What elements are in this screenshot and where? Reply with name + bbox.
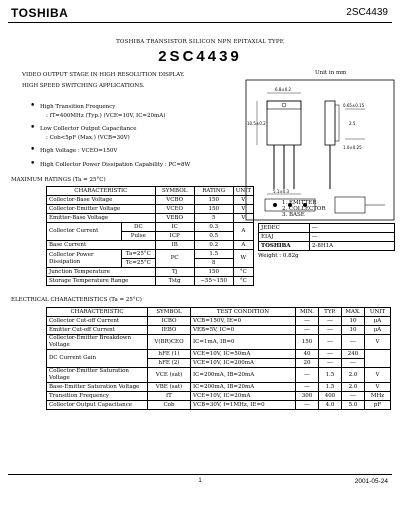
table-cell: Storage Temperature Range xyxy=(47,277,156,286)
column-header: TYP. xyxy=(319,308,342,317)
pin-label: 2. COLLECTOR xyxy=(282,206,326,212)
table-cell: 400 xyxy=(319,392,342,401)
table-cell: PC xyxy=(155,250,194,268)
table-cell: VCB=150V, IE=0 xyxy=(191,317,296,326)
table-header-row xyxy=(47,308,391,317)
feature-text: • Low Collector Output Capacitance xyxy=(40,126,137,132)
page-number: 1 xyxy=(198,478,202,484)
feature-list xyxy=(30,103,240,174)
table-cell: VBE (sat) xyxy=(148,383,191,392)
table-cell: 150 xyxy=(194,196,233,205)
table-cell: 5 xyxy=(194,214,233,223)
table-cell: Cob xyxy=(148,401,191,410)
table-row xyxy=(47,223,254,232)
table-cell: Collector Power Dissipation xyxy=(47,250,122,268)
applications xyxy=(22,70,185,92)
table-cell: ― xyxy=(310,233,395,242)
table-cell: TOSHIBA xyxy=(259,242,310,251)
table-cell: W xyxy=(233,250,253,268)
table-cell: μA xyxy=(365,326,391,335)
table-row xyxy=(47,317,391,326)
table-row xyxy=(47,250,254,259)
table-cell: 0.2 xyxy=(194,241,233,250)
table-cell: IC xyxy=(155,223,194,232)
table-cell xyxy=(365,350,391,368)
table-cell: Junction Temperature xyxy=(47,268,156,277)
table-row xyxy=(47,268,254,277)
table-cell: Ta=25°C xyxy=(122,250,156,259)
table-row xyxy=(259,242,395,251)
table-cell: Collector-Base Voltage xyxy=(47,196,156,205)
table-cell: ― xyxy=(319,335,342,350)
page-title: 2SC4439 xyxy=(158,48,242,65)
table-cell: Pulse xyxy=(122,232,156,241)
dim-label: 10.5±0.2 xyxy=(247,121,266,126)
table-cell: Collector-Emitter Voltage xyxy=(47,205,156,214)
table-cell: μA xyxy=(365,317,391,326)
column-header: RATING xyxy=(194,187,233,196)
table-cell: Collector Output Capacitance xyxy=(47,401,148,410)
header-part-number: 2SC4439 xyxy=(346,7,388,18)
table-cell: ― xyxy=(319,326,342,335)
table-cell: °C xyxy=(233,268,253,277)
table-row xyxy=(47,383,391,392)
feature-item xyxy=(30,103,240,120)
table-cell: Collector-Emitter Saturation Voltage xyxy=(47,368,148,383)
table-cell: fT xyxy=(148,392,191,401)
table-cell: pF xyxy=(365,401,391,410)
table-cell: °C xyxy=(233,277,253,286)
toshiba-logo: TOSHIBA xyxy=(11,6,69,20)
table-row xyxy=(47,241,254,250)
table-row xyxy=(47,401,391,410)
feature-detail: : Cob<5pF (Max.) (VCB=30V) xyxy=(46,134,130,141)
table-cell: 1.5 xyxy=(319,383,342,392)
table-row xyxy=(47,335,391,350)
feature-item xyxy=(30,147,240,156)
table-cell: 40 xyxy=(296,350,319,359)
table-row xyxy=(259,224,395,233)
column-header: TEST CONDITION xyxy=(191,308,296,317)
table-cell: ― xyxy=(319,317,342,326)
table-cell: ICP xyxy=(155,232,194,241)
table-cell: ― xyxy=(342,359,365,368)
table-cell: ― xyxy=(342,392,365,401)
table-cell: V xyxy=(233,214,253,223)
table-cell: 300 xyxy=(296,392,319,401)
table-cell: ― xyxy=(319,359,342,368)
table-cell: 2.0 xyxy=(342,383,365,392)
table-cell: 5.0 xyxy=(342,401,365,410)
table-row xyxy=(47,368,391,383)
subtitle: TOSHIBA TRANSISTOR SILICON NPN EPITAXIAL TYPE xyxy=(116,39,284,45)
table-cell: 2-8H1A xyxy=(310,242,395,251)
table-cell: IC=200mA, IB=20mA xyxy=(191,368,296,383)
package-weight: Weight : 0.82g xyxy=(258,253,299,259)
pin-label: 1. EMITTER xyxy=(282,200,317,206)
table-cell: A xyxy=(233,223,253,241)
application-line: HIGH SPEED SWITCHING APPLICATIONS. xyxy=(22,83,145,89)
table-cell: Tc=25°C xyxy=(122,259,156,268)
table-row xyxy=(47,277,254,286)
table-cell: A xyxy=(233,241,253,250)
table-cell: 8 xyxy=(194,259,233,268)
feature-item xyxy=(30,125,240,142)
table-cell: V(BR)CEO xyxy=(148,335,191,350)
table-cell: ― xyxy=(319,350,342,359)
table-cell: MHz xyxy=(365,392,391,401)
feature-item xyxy=(30,161,240,170)
max-ratings-title: MAXIMUM RATINGS (Ta = 25°C) xyxy=(11,177,106,183)
table-cell: DC xyxy=(122,223,156,232)
table-cell: ― xyxy=(296,317,319,326)
dim-label: 1.0±0.25 xyxy=(343,145,362,150)
dim-label: 5.1±0.3 xyxy=(273,189,290,194)
column-header: SYMBOL xyxy=(148,308,191,317)
table-cell: Collector Current xyxy=(47,223,122,241)
table-cell: IB xyxy=(155,241,194,250)
table-cell: 2.0 xyxy=(342,368,365,383)
table-cell: V xyxy=(365,368,391,383)
table-cell: JEDEC xyxy=(259,224,310,233)
table-cell: 1.5 xyxy=(319,368,342,383)
table-cell: IC=200mA, IB=20mA xyxy=(191,383,296,392)
table-cell: ― xyxy=(342,335,365,350)
table-cell: VCB=30V, f=1MHz, IE=0 xyxy=(191,401,296,410)
table-cell: 0.5 xyxy=(194,232,233,241)
table-cell: V xyxy=(233,196,253,205)
dim-label: 0.65±0.15 xyxy=(343,103,365,108)
table-cell: V xyxy=(233,205,253,214)
table-cell: Base-Emitter Saturation Voltage xyxy=(47,383,148,392)
column-header: MAX. xyxy=(342,308,365,317)
table-cell: VCEO xyxy=(155,205,194,214)
header-rule xyxy=(8,22,392,23)
table-cell: VCE=10V, IC=200mA xyxy=(191,359,296,368)
table-cell: 10 xyxy=(342,317,365,326)
elec-char-title: ELECTRICAL CHARACTERISTICS (Ta = 25°C) xyxy=(11,297,142,303)
table-row xyxy=(47,326,391,335)
table-cell: ― xyxy=(296,326,319,335)
table-cell: VCE (sat) xyxy=(148,368,191,383)
table-cell: 150 xyxy=(194,205,233,214)
table-cell: EIAJ xyxy=(259,233,310,242)
table-cell: 10 xyxy=(342,326,365,335)
table-cell: VCE=10V, IC=20mA xyxy=(191,392,296,401)
table-cell: ― xyxy=(310,224,395,233)
table-row xyxy=(47,392,391,401)
column-header: CHARACTERISTIC xyxy=(47,187,156,196)
table-cell: ― xyxy=(296,383,319,392)
table-cell: 240 xyxy=(342,350,365,359)
table-cell: Emitter Cut-off Current xyxy=(47,326,148,335)
table-cell: VCE=10V, IC=50mA xyxy=(191,350,296,359)
electrical-characteristics-table xyxy=(46,307,391,410)
table-row xyxy=(47,214,254,223)
table-cell: 1.5 xyxy=(194,250,233,259)
table-cell: hFE (2) xyxy=(148,359,191,368)
table-header-row xyxy=(47,187,254,196)
table-cell: 4.0 xyxy=(319,401,342,410)
table-row xyxy=(47,196,254,205)
package-standards-table xyxy=(258,223,395,251)
table-cell: −55~150 xyxy=(194,277,233,286)
table-cell: DC Current Gain xyxy=(47,350,148,368)
dim-label: 6.8±0.2 xyxy=(275,87,292,92)
column-header: UNIT xyxy=(233,187,253,196)
table-cell: Tj xyxy=(155,268,194,277)
max-ratings-table xyxy=(46,186,254,286)
table-cell: Tstg xyxy=(155,277,194,286)
table-row xyxy=(259,233,395,242)
column-header: UNIT xyxy=(365,308,391,317)
column-header: MIN. xyxy=(296,308,319,317)
unit-note: Unit in mm xyxy=(315,70,347,76)
table-cell: 20 xyxy=(296,359,319,368)
table-cell: 0.3 xyxy=(194,223,233,232)
feature-text: • High Collector Power Dissipation Capability : PC=8W xyxy=(40,161,191,168)
table-cell: Transition Frequency xyxy=(47,392,148,401)
pin-list xyxy=(282,200,326,218)
table-cell: 150 xyxy=(194,268,233,277)
table-cell: Emitter-Base Voltage xyxy=(47,214,156,223)
footer-rule xyxy=(8,474,392,475)
feature-detail: : fT=400MHz (Typ.) (VCE=10V, IC=20mA) xyxy=(46,112,166,119)
column-header: SYMBOL xyxy=(155,187,194,196)
table-cell: VCBO xyxy=(155,196,194,205)
table-cell: IC=1mA, IB=0 xyxy=(191,335,296,350)
table-cell: 150 xyxy=(296,335,319,350)
dim-label: 2.5 xyxy=(349,121,356,126)
table-row xyxy=(47,205,254,214)
table-cell: IEBO xyxy=(148,326,191,335)
feature-text: • High Transition Frequency xyxy=(40,104,116,110)
table-cell: ICBO xyxy=(148,317,191,326)
revision-date: 2001-05-24 xyxy=(354,478,388,485)
table-cell: Collector Cut-off Current xyxy=(47,317,148,326)
feature-text: • High Voltage : VCEO=150V xyxy=(40,148,118,154)
table-cell: ― xyxy=(296,401,319,410)
table-cell: V xyxy=(365,383,391,392)
pin-label: 3. BASE xyxy=(282,212,305,218)
table-cell: Base Current xyxy=(47,241,156,250)
table-cell: ― xyxy=(296,368,319,383)
application-line: VIDEO OUTPUT STAGE IN HIGH RESOLUTION DISPLAY. xyxy=(22,72,185,78)
table-cell: VEBO xyxy=(155,214,194,223)
column-header: CHARACTERISTIC xyxy=(47,308,148,317)
table-cell: V xyxy=(365,335,391,350)
table-row xyxy=(47,350,391,359)
table-cell: VEB=5V, IC=0 xyxy=(191,326,296,335)
table-cell: Collector-Emitter Breakdown Voltage xyxy=(47,335,148,350)
table-cell: hFE (1) xyxy=(148,350,191,359)
